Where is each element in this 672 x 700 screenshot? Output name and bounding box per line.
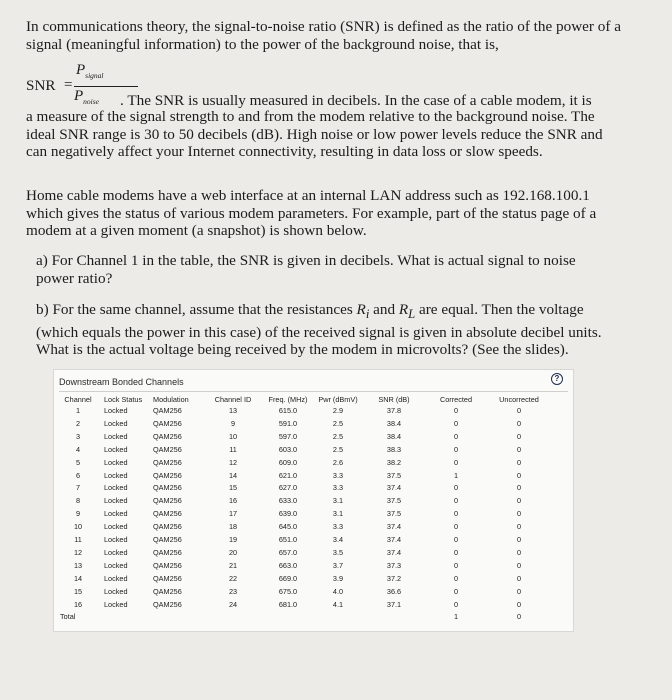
cell-uncorrected: 0 [516, 573, 522, 583]
cell-pwr: 3.1 [332, 509, 344, 519]
cell-lock-status: Locked [104, 406, 128, 415]
cell-corrected: 0 [453, 535, 459, 544]
cell-pwr: 2.5 [332, 418, 344, 428]
cell-corrected: 0 [453, 406, 459, 415]
cell-lock-status: Locked [104, 535, 128, 544]
cell-snr: 37.1 [386, 599, 402, 609]
cell-pwr: 3.5 [332, 547, 344, 557]
cell-modulation: QAM256 [153, 509, 182, 519]
cell-pwr: 3.9 [332, 573, 344, 583]
cell-uncorrected: 0 [516, 547, 522, 557]
cell-freq: 681.0 [278, 599, 298, 609]
cell-pwr: 3.7 [332, 560, 344, 570]
cell-channel-id: 22 [228, 573, 238, 583]
cell-pwr: 3.3 [332, 522, 344, 532]
cell-snr: 37.5 [386, 509, 402, 519]
cell-channel-id: 24 [228, 599, 238, 609]
cell-modulation: QAM256 [153, 444, 182, 454]
question-b-part2: are equal. Then the voltage (which equals the power in this case) of the received signal is given in absolute decibel units. What is the actual voltage being received by the modem in microvolts? (See the slides). [36, 301, 602, 359]
cell-corrected: 0 [453, 496, 459, 506]
cell-channel-id: 11 [229, 444, 237, 454]
column-header-corrected: Corrected [439, 395, 473, 404]
cell-freq: 609.0 [278, 457, 298, 467]
cell-corrected: 0 [453, 483, 459, 493]
cell-lock-status: Locked [104, 444, 128, 454]
cell-corrected: 0 [453, 431, 459, 441]
cell-uncorrected: 0 [516, 418, 522, 428]
cell-modulation: QAM256 [153, 535, 182, 544]
cell-lock-status: Locked [104, 509, 128, 519]
cell-snr: 37.3 [386, 560, 402, 570]
question-a: a) For Channel 1 in the table, the SNR is given in decibels. What is actual signal to noise power ratio? [36, 252, 576, 287]
cell-channel: 16 [73, 599, 83, 609]
cell-channel: 10 [73, 522, 83, 532]
cell-corrected: 0 [453, 599, 459, 609]
question-b [36, 301, 626, 359]
cell-snr: 38.4 [386, 431, 402, 441]
cell-freq: 621.0 [278, 470, 298, 480]
cell-channel: 14 [73, 573, 83, 583]
cell-channel: 15 [73, 586, 83, 596]
cell-channel: 5 [75, 457, 81, 467]
total-label: Total [60, 612, 76, 622]
cell-snr: 37.2 [386, 573, 402, 583]
cell-snr: 37.4 [386, 547, 402, 557]
cell-channel: 12 [73, 547, 83, 557]
resistance-r2: R [398, 301, 409, 318]
cell-corrected: 0 [453, 444, 459, 454]
intro-rest: a measure of the signal strength to and from the modem relative to the background noise. The ideal SNR range is 30 to 50 decibels (dB). High noise or low power levels reduce the SNR and can negatively affect your Internet connectivity, resulting in data loss or slow speeds. [26, 108, 603, 161]
cell-uncorrected: 0 [516, 470, 522, 480]
cell-modulation: QAM256 [153, 573, 182, 583]
cell-lock-status: Locked [104, 599, 128, 609]
cell-lock-status: Locked [104, 522, 128, 532]
equals-sign: = [64, 77, 73, 93]
cell-freq: 615.0 [278, 406, 298, 415]
cell-pwr: 4.0 [332, 586, 344, 596]
cell-channel-id: 20 [228, 547, 238, 557]
cell-pwr: 3.4 [332, 535, 344, 544]
cell-pwr: 3.3 [332, 470, 344, 480]
cell-modulation: QAM256 [153, 586, 182, 596]
cell-pwr: 3.1 [332, 496, 344, 506]
cell-freq: 627.0 [278, 483, 298, 493]
cell-lock-status: Locked [104, 470, 128, 480]
cell-snr: 37.4 [386, 483, 402, 493]
cell-modulation: QAM256 [153, 547, 182, 557]
cell-uncorrected: 0 [516, 535, 522, 544]
cell-freq: 603.0 [278, 444, 298, 454]
cell-modulation: QAM256 [153, 599, 182, 609]
cell-channel-id: 9 [230, 418, 236, 428]
cell-channel: 6 [75, 470, 81, 480]
cell-snr: 38.2 [386, 457, 402, 467]
column-header-lock-status: Lock Status [104, 395, 143, 404]
cell-corrected: 0 [453, 586, 459, 596]
cell-channel: 4 [75, 444, 81, 454]
cell-lock-status: Locked [104, 547, 128, 557]
cell-modulation: QAM256 [153, 431, 182, 441]
cell-freq: 675.0 [278, 586, 298, 596]
cell-channel-id: 13 [228, 406, 238, 415]
cell-snr: 37.4 [386, 535, 402, 544]
cell-modulation: QAM256 [153, 457, 182, 467]
denominator-symbol: P [74, 88, 84, 104]
cell-channel-id: 19 [228, 535, 238, 544]
cell-uncorrected: 0 [516, 522, 522, 532]
cell-snr: 38.4 [386, 418, 402, 428]
cell-corrected: 1 [453, 470, 459, 480]
cell-snr: 37.8 [386, 406, 402, 415]
modem-paragraph: Home cable modems have a web interface at an internal LAN address such as 192.168.100.1 which gives the status of various modem parameters. For example, part of the status page of a modem at a given moment (a snapshot) is shown below. [26, 187, 597, 240]
cell-snr: 37.5 [386, 496, 402, 506]
column-header-modulation: Modulation [153, 395, 189, 404]
snr-label: SNR [26, 77, 56, 94]
cell-uncorrected: 0 [516, 599, 522, 609]
cell-channel-id: 21 [228, 560, 238, 570]
intro-paragraph [26, 18, 626, 53]
cell-channel-id: 12 [228, 457, 238, 467]
cell-corrected: 0 [453, 547, 459, 557]
column-header-channel: Channel [64, 395, 92, 404]
total-corrected: 1 [453, 612, 459, 622]
numerator-symbol: P [76, 62, 86, 78]
cell-channel: 9 [75, 509, 81, 519]
cell-channel-id: 14 [228, 470, 238, 480]
cell-freq: 591.0 [278, 418, 298, 428]
cell-freq: 645.0 [278, 522, 298, 532]
cell-lock-status: Locked [104, 483, 128, 493]
cell-channel: 2 [75, 418, 81, 428]
cell-pwr: 2.6 [332, 457, 344, 467]
cell-channel-id: 17 [228, 509, 238, 519]
cell-lock-status: Locked [104, 573, 128, 583]
cell-pwr: 2.9 [332, 406, 344, 415]
question-b-and: and [369, 301, 399, 318]
cell-pwr: 4.1 [332, 599, 344, 609]
cell-modulation: QAM256 [153, 483, 182, 493]
cell-freq: 669.0 [278, 573, 298, 583]
resistance-r1: R [356, 301, 366, 318]
resistance-r1-sub: i [365, 307, 370, 322]
cell-freq: 651.0 [278, 535, 298, 544]
cell-freq: 639.0 [278, 509, 298, 519]
cell-pwr: 2.5 [332, 431, 344, 441]
cell-uncorrected: 0 [516, 509, 522, 519]
cell-uncorrected: 0 [516, 560, 522, 570]
column-header-uncorrected: Uncorrected [499, 395, 539, 404]
resistance-r2-sub: L [408, 307, 416, 322]
question-b-part1: b) For the same channel, assume that the resistances [36, 301, 357, 318]
cell-uncorrected: 0 [516, 496, 522, 506]
cell-freq: 663.0 [278, 560, 298, 570]
cell-uncorrected: 0 [516, 406, 522, 415]
cell-corrected: 0 [453, 457, 459, 467]
cell-pwr: 3.3 [332, 483, 344, 493]
cell-lock-status: Locked [104, 496, 128, 506]
fraction-bar [74, 86, 138, 87]
cell-channel: 7 [75, 483, 81, 493]
cell-modulation: QAM256 [153, 470, 182, 480]
cell-channel: 3 [75, 431, 81, 441]
cell-uncorrected: 0 [516, 586, 522, 596]
cell-snr: 37.5 [386, 470, 402, 480]
cell-uncorrected: 0 [516, 483, 522, 493]
intro-line1: In communications theory, the signal-to-noise ratio (SNR) is defined as the ratio of the power of a signal (meaningful information) to the power of the background noise, that is, [26, 18, 621, 53]
cell-snr: 36.6 [386, 586, 402, 596]
cell-uncorrected: 0 [516, 431, 522, 441]
cell-modulation: QAM256 [153, 406, 182, 415]
formula-denominator [74, 88, 99, 106]
cell-channel-id: 23 [228, 586, 238, 596]
cell-corrected: 0 [453, 573, 459, 583]
column-header-channel-id: Channel ID [214, 395, 252, 404]
cell-channel-id: 18 [228, 522, 238, 532]
cell-lock-status: Locked [104, 457, 128, 467]
cell-modulation: QAM256 [153, 418, 182, 428]
cell-corrected: 0 [453, 418, 459, 428]
table-header-divider [59, 391, 568, 392]
cell-channel: 1 [75, 406, 81, 415]
denominator-subscript: noise [83, 97, 100, 106]
cell-freq: 597.0 [278, 431, 298, 441]
cell-lock-status: Locked [104, 586, 128, 596]
formula-trailing-text: . The SNR is usually measured in decibels. In the case of a cable modem, it is [120, 92, 592, 109]
cell-uncorrected: 0 [516, 444, 522, 454]
table-title: Downstream Bonded Channels [59, 377, 184, 387]
total-uncorrected: 0 [516, 612, 522, 622]
column-header-freq: Freq. (MHz) [268, 395, 308, 404]
column-header-pwr: Pwr (dBmV) [318, 395, 358, 404]
downstream-channels-table [53, 369, 574, 632]
column-header-snr: SNR (dB) [378, 395, 410, 404]
cell-uncorrected: 0 [516, 457, 522, 467]
numerator-subscript: signal [85, 71, 104, 80]
cell-channel-id: 15 [228, 483, 238, 493]
cell-corrected: 0 [453, 509, 459, 519]
formula-numerator [76, 62, 104, 80]
cell-channel-id: 16 [228, 496, 238, 506]
cell-lock-status: Locked [104, 431, 128, 441]
cell-corrected: 0 [453, 560, 459, 570]
info-icon[interactable]: ? [551, 373, 563, 385]
cell-lock-status: Locked [104, 560, 128, 570]
cell-channel: 11 [74, 535, 82, 544]
cell-channel: 8 [75, 496, 81, 506]
cell-freq: 657.0 [278, 547, 298, 557]
cell-snr: 37.4 [386, 522, 402, 532]
cell-modulation: QAM256 [153, 496, 182, 506]
cell-modulation: QAM256 [153, 522, 182, 532]
cell-channel-id: 10 [228, 431, 238, 441]
cell-snr: 38.3 [386, 444, 402, 454]
cell-modulation: QAM256 [153, 560, 182, 570]
cell-channel: 13 [73, 560, 83, 570]
cell-freq: 633.0 [278, 496, 298, 506]
cell-pwr: 2.5 [332, 444, 344, 454]
cell-corrected: 0 [453, 522, 459, 532]
cell-lock-status: Locked [104, 418, 128, 428]
